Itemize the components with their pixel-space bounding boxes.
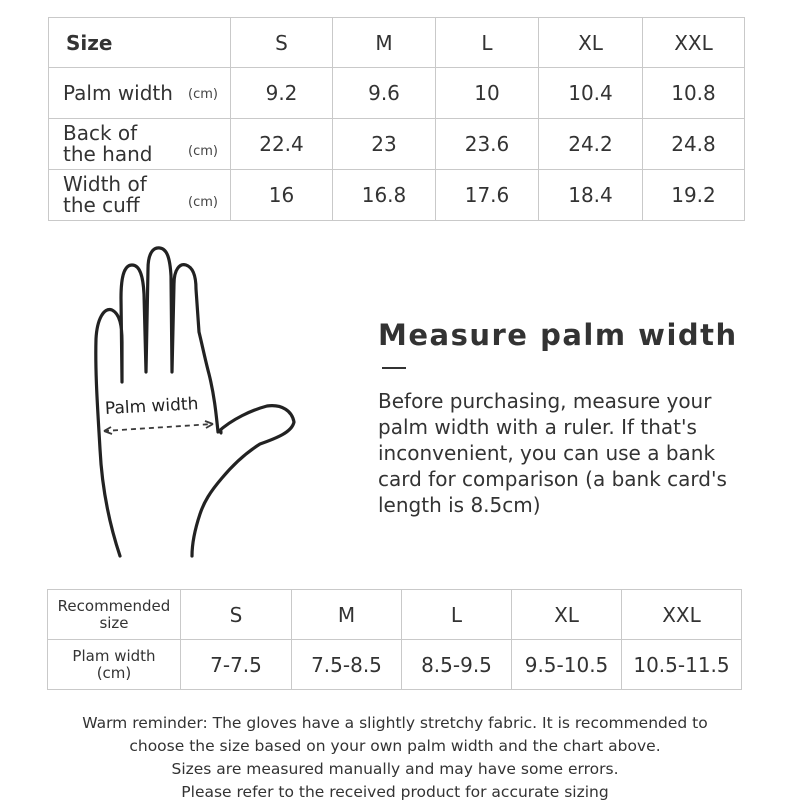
recommended-label-line-1: Recommended xyxy=(57,596,171,615)
recommended-row-label-line-2: (cm) xyxy=(96,663,132,682)
value-cell: 10 xyxy=(436,68,539,119)
value-cell: 9.2 xyxy=(231,68,333,119)
reminder-line: Warm reminder: The gloves have a slightly stretchy fabric. It is recommended to xyxy=(82,714,708,732)
row-label-cell xyxy=(49,68,231,119)
recommended-range-cell: 10.5-11.5 xyxy=(622,640,742,690)
row-label-cell xyxy=(49,119,231,170)
size-header-cell: XL xyxy=(539,18,643,68)
size-header-cell: M xyxy=(333,18,436,68)
size-chart-table xyxy=(48,17,745,221)
recommended-size-table xyxy=(47,589,742,690)
recommended-size-cell: M xyxy=(292,590,402,640)
warm-reminder xyxy=(0,712,790,804)
recommended-header-row xyxy=(48,590,742,640)
recommended-range-cell: 8.5-9.5 xyxy=(402,640,512,690)
value-cell: 10.4 xyxy=(539,68,643,119)
value-cell: 18.4 xyxy=(539,170,643,221)
recommended-range-cell: 9.5-10.5 xyxy=(512,640,622,690)
recommended-size-cell: L xyxy=(402,590,512,640)
recommended-size-cell: XL xyxy=(512,590,622,640)
recommended-range-cell: 7.5-8.5 xyxy=(292,640,402,690)
reminder-line: choose the size based on your own palm width and the chart above. xyxy=(129,737,661,755)
value-cell: 24.2 xyxy=(539,119,643,170)
recommended-palm-row xyxy=(48,640,742,690)
row-label-line-1: Width of xyxy=(63,172,147,196)
recommended-row-label xyxy=(48,640,181,690)
recommended-range-cell: 7-7.5 xyxy=(181,640,292,690)
palm-width-label: Palm width xyxy=(104,394,199,419)
recommended-size-cell: XXL xyxy=(622,590,742,640)
value-cell: 16 xyxy=(231,170,333,221)
unit-label: (cm) xyxy=(188,144,218,159)
size-header-cell: L xyxy=(436,18,539,68)
recommended-size-cell: S xyxy=(181,590,292,640)
row-label-cell xyxy=(49,170,231,221)
value-cell: 16.8 xyxy=(333,170,436,221)
size-header-label: Size xyxy=(49,18,231,68)
value-cell: 10.8 xyxy=(643,68,745,119)
size-header-cell: XXL xyxy=(643,18,745,68)
row-label-line-1: Back of xyxy=(63,121,138,145)
back-of-hand-row xyxy=(49,119,745,170)
value-cell: 22.4 xyxy=(231,119,333,170)
unit-label: (cm) xyxy=(188,195,218,210)
value-cell: 9.6 xyxy=(333,68,436,119)
palm-width-arrow xyxy=(104,421,213,434)
size-header-cell: S xyxy=(231,18,333,68)
unit-label: (cm) xyxy=(188,87,218,102)
recommended-header-label xyxy=(48,590,181,640)
value-cell: 17.6 xyxy=(436,170,539,221)
measure-title: Measure palm width xyxy=(378,318,738,352)
recommended-label-line-2: size xyxy=(99,613,129,632)
reminder-line: Please refer to the received product for accurate sizing xyxy=(181,783,609,801)
palm-width-row xyxy=(49,68,745,119)
value-cell: 23.6 xyxy=(436,119,539,170)
cuff-width-row xyxy=(49,170,745,221)
row-label: Palm width xyxy=(63,80,173,105)
size-header-row xyxy=(49,18,745,68)
measure-description: Before purchasing, measure your palm width with a ruler. If that's inconvenient, you can use a bank card for comparison (a bank card's length is 8.5cm) xyxy=(378,389,727,517)
row-label-line-2: the hand xyxy=(63,142,153,166)
title-divider xyxy=(382,367,406,369)
reminder-line: Sizes are measured manually and may have some errors. xyxy=(171,760,619,778)
row-label-line-2: the cuff xyxy=(63,193,140,217)
value-cell: 23 xyxy=(333,119,436,170)
recommended-row-label-line-1: Plam width xyxy=(72,646,156,665)
value-cell: 24.8 xyxy=(643,119,745,170)
value-cell: 19.2 xyxy=(643,170,745,221)
